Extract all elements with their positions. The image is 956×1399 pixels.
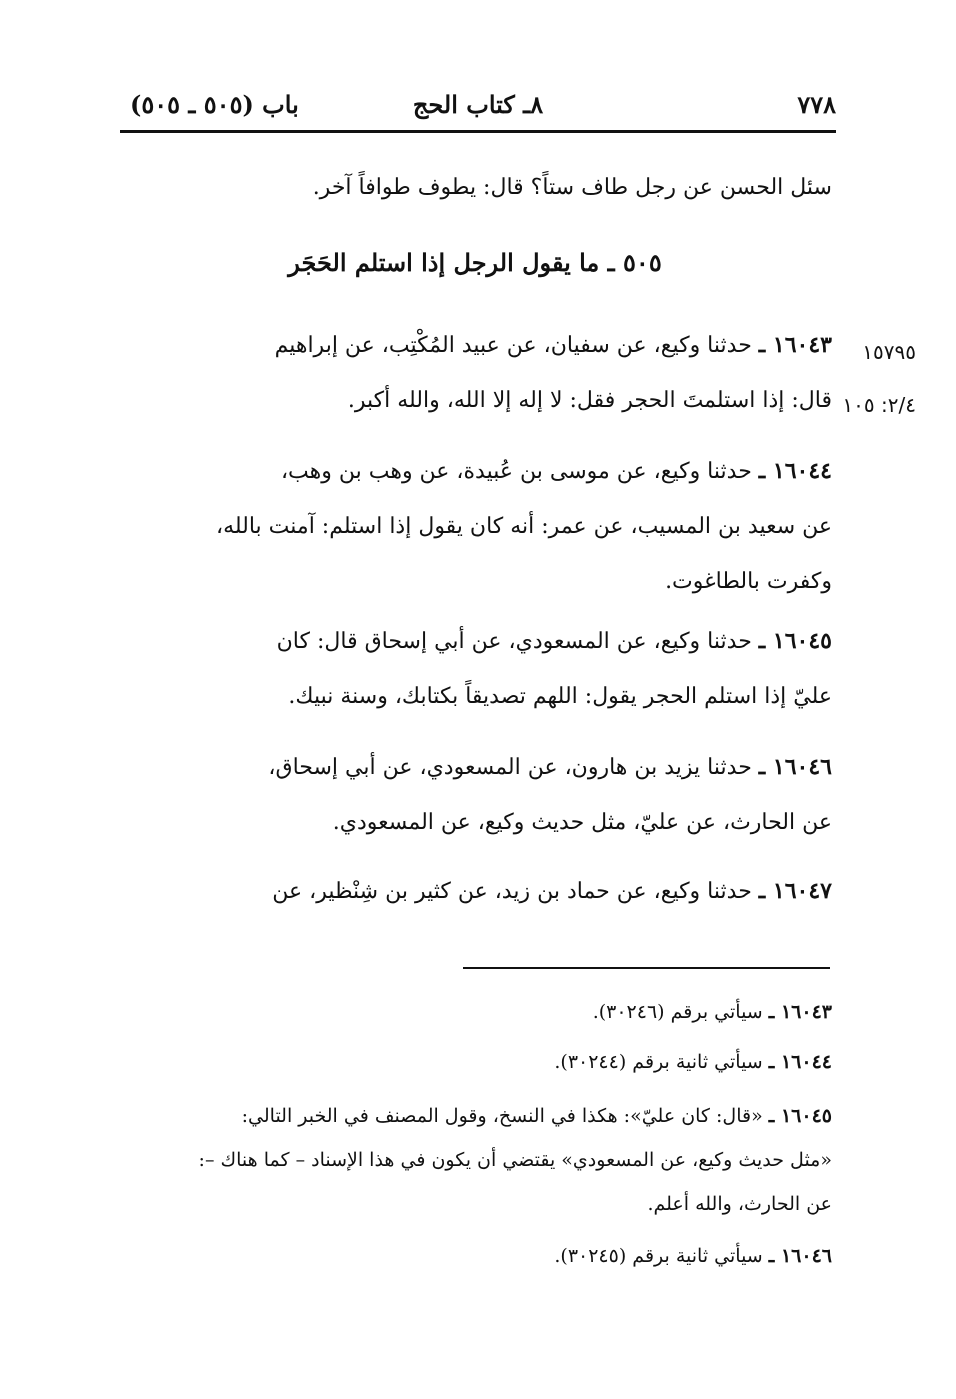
entry-text: حدثنا وكيع، عن حماد بن زيد، عن كثير بن شِنْظير، عن	[272, 879, 752, 904]
entry-number: ١٦٠٤٤ ـ	[758, 458, 832, 484]
footnote-line: «مثل حديث وكيع، عن المسعودي» يقتضي أن يكون في هذا الإسناد – كما هناك –:	[198, 1149, 832, 1171]
footnote-line	[118, 1094, 832, 1138]
entry-line	[118, 740, 832, 795]
hadith-entry	[118, 318, 832, 428]
entry-line	[118, 614, 832, 669]
footnote	[118, 1234, 832, 1278]
entry-number: ١٦٠٤٣ ـ	[758, 332, 832, 358]
footnote	[118, 1040, 832, 1084]
footnote-number: ١٦٠٤٥ ـ	[768, 1105, 832, 1127]
entry-number: ١٦٠٤٦ ـ	[758, 754, 832, 780]
hadith-entry	[118, 614, 832, 724]
entry-line	[118, 444, 832, 499]
hadith-entry	[118, 444, 832, 609]
entry-line: وكفرت بالطاغوت.	[665, 569, 832, 594]
entry-line: عن الحارث، عن عليّ، مثل حديث وكيع، عن المسعودي.	[332, 810, 832, 835]
entry-text: حدثنا وكيع، عن سفيان، عن عبيد المُكْتِب، عن إبراهيم	[274, 333, 752, 358]
footnote-text: سيأتي ثانية برقم (٣٠٢٤٤).	[554, 1051, 763, 1073]
margin-note-page: ٢/٤: ١٠٥	[842, 393, 916, 417]
hadith-entry	[118, 740, 832, 850]
footnote-text: سيأتي برقم (٣٠٢٤٦).	[592, 1001, 763, 1023]
footnote-number: ١٦٠٤٦ ـ	[768, 1245, 832, 1267]
entry-text: حدثنا يزيد بن هارون، عن المسعودي، عن أبي إسحاق،	[268, 755, 752, 780]
footnote	[118, 990, 832, 1034]
chapter-reference: باب (٥٠٥ ـ ٥٠٥)	[130, 90, 299, 119]
entry-line: قال: إذا استلمتَ الحجر فقل: لا إله إلا الله، والله أكبر.	[347, 388, 832, 413]
hadith-entry	[118, 864, 832, 919]
footnote-line: عن الحارث، والله أعلم.	[647, 1193, 832, 1215]
entry-line: عن سعيد بن المسيب، عن عمر: أنه كان يقول إذا استلم: آمنت بالله،	[215, 514, 832, 539]
entry-text: حدثنا وكيع، عن موسى بن عُبيدة، عن وهب بن وهب،	[280, 459, 752, 484]
footnote	[118, 1094, 832, 1226]
footnote-number: ١٦٠٤٣ ـ	[768, 1001, 832, 1023]
page-header	[120, 86, 836, 128]
footnote-text: «قال: كان عليّ»: هكذا في النسخ، وقول المصنف في الخبر التالي:	[241, 1105, 763, 1127]
continuation-line: سئل الحسن عن رجل طاف ستاً؟ قال: يطوف طوافاً آخر.	[312, 175, 832, 200]
footnote-text: سيأتي ثانية برقم (٣٠٢٤٥).	[554, 1245, 763, 1267]
entry-line	[118, 318, 832, 373]
footnote-number: ١٦٠٤٤ ـ	[768, 1051, 832, 1073]
page-number: ٧٧٨	[797, 90, 836, 119]
book-title: ٨ـ كتاب الحج	[412, 90, 544, 119]
continuation-text	[118, 160, 832, 215]
margin-note-volume: ١٥٧٩٥	[862, 340, 916, 364]
header-rule	[120, 130, 836, 133]
entry-number: ١٦٠٤٧ ـ	[758, 878, 832, 904]
footnote-rule	[463, 967, 830, 969]
section-heading: ٥٠٥ ـ ما يقول الرجل إذا استلم الحَجَر	[288, 248, 662, 277]
entry-line	[118, 864, 832, 919]
entry-number: ١٦٠٤٥ ـ	[758, 628, 832, 654]
entry-line: عليّ إذا استلم الحجر يقول: اللهم تصديقاً بكتابك، وسنة نبيك.	[288, 684, 832, 709]
entry-text: حدثنا وكيع، عن المسعودي، عن أبي إسحاق قال: كان	[276, 629, 752, 654]
